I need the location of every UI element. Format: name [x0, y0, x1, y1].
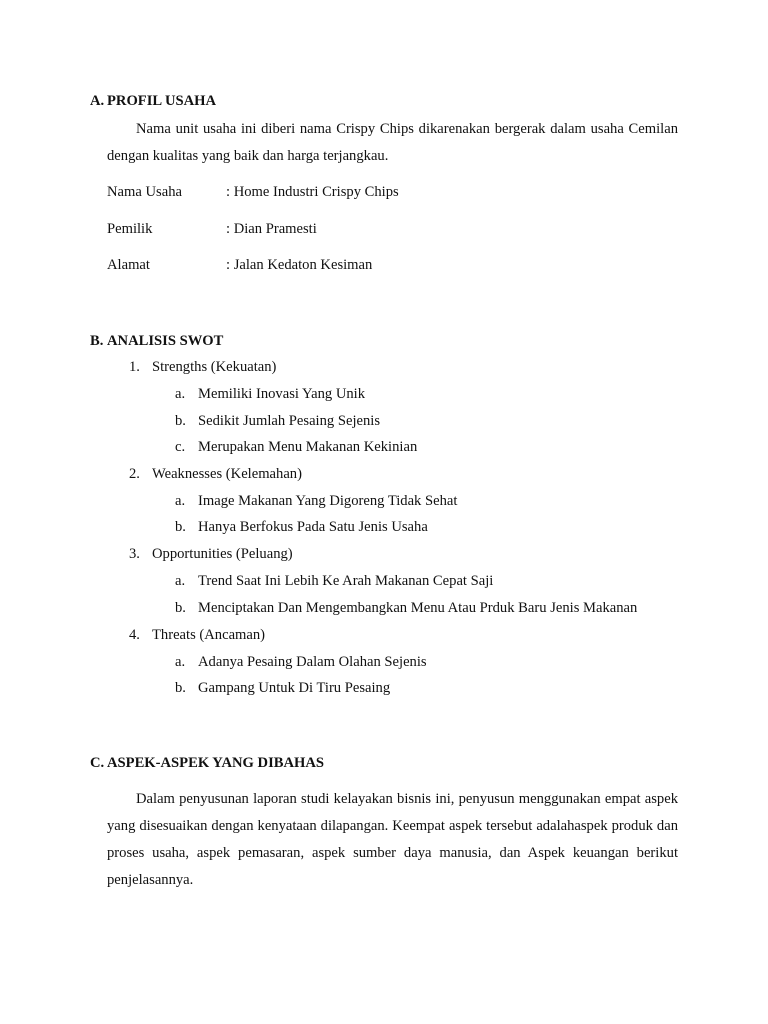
info-label: Alamat	[107, 257, 150, 273]
list-marker: b.	[175, 413, 186, 429]
section-b-title: ANALISIS SWOT	[107, 333, 224, 349]
list-item	[175, 680, 390, 697]
list-item-text: Opportunities (Peluang)	[152, 546, 293, 562]
list-marker: a.	[175, 654, 186, 670]
list-item-text: Memiliki Inovasi Yang Unik	[198, 386, 366, 402]
list-item-text: Strengths (Kekuatan)	[152, 359, 277, 375]
list-marker: c.	[175, 439, 186, 455]
section-c-heading	[90, 755, 324, 772]
swot-group-threats	[129, 627, 265, 644]
list-item	[175, 654, 427, 671]
info-label: Pemilik	[107, 221, 153, 237]
list-item	[175, 386, 365, 403]
list-marker: b.	[175, 680, 186, 696]
section-a-heading	[90, 93, 216, 110]
swot-group-weaknesses	[129, 466, 302, 483]
section-a-paragraph	[107, 116, 678, 170]
info-row-alamat	[107, 257, 372, 274]
info-value: : Jalan Kedaton Kesiman	[226, 257, 373, 273]
list-item	[175, 493, 457, 510]
section-c-title: ASPEK-ASPEK YANG DIBAHAS	[107, 755, 325, 771]
swot-group-opportunities	[129, 546, 293, 563]
list-marker: b.	[175, 600, 186, 616]
list-item	[175, 519, 428, 536]
swot-group-strengths	[129, 359, 276, 376]
info-label: Nama Usaha	[107, 184, 182, 200]
info-value: : Home Industri Crispy Chips	[226, 184, 399, 200]
info-value: : Dian Pramesti	[226, 221, 317, 237]
list-marker: 1.	[129, 359, 140, 375]
list-marker: a.	[175, 386, 186, 402]
list-item-text: Adanya Pesaing Dalam Olahan Sejenis	[198, 654, 427, 670]
list-item-text: Weaknesses (Kelemahan)	[152, 466, 302, 482]
info-row-nama-usaha	[107, 184, 399, 201]
section-c-paragraph-text: Dalam penyusunan laporan studi kelayakan bisnis ini, penyusun menggunakan empat aspek yang disesuaikan dengan kenyataan dilapangan. Keempat aspek tersebut adalahaspek produk dan proses usaha, aspek pemasaran, aspek sumber daya manusia, dan Aspek keuangan berikut penjelasannya.	[107, 791, 678, 888]
list-item-text: Gampang Untuk Di Tiru Pesaing	[198, 680, 391, 696]
list-marker: 3.	[129, 546, 140, 562]
section-a-paragraph-text: Nama unit usaha ini diberi nama Crispy Chips dikarenakan bergerak dalam usaha Cemilan dengan kualitas yang baik dan harga terjangkau.	[107, 121, 678, 164]
list-item	[175, 413, 380, 430]
section-b-letter: B.	[90, 333, 104, 349]
list-marker: 2.	[129, 466, 140, 482]
info-row-pemilik	[107, 221, 317, 238]
list-item-text: Merupakan Menu Makanan Kekinian	[198, 439, 418, 455]
section-c-paragraph	[107, 786, 678, 894]
list-item-text: Hanya Berfokus Pada Satu Jenis Usaha	[198, 519, 428, 535]
list-item-text: Trend Saat Ini Lebih Ke Arah Makanan Cepat Saji	[198, 573, 494, 589]
section-a-title: PROFIL USAHA	[107, 93, 217, 109]
section-b-heading	[90, 333, 223, 350]
list-item-text: Image Makanan Yang Digoreng Tidak Sehat	[198, 493, 458, 509]
list-item	[175, 439, 417, 456]
list-item-text: Threats (Ancaman)	[152, 627, 266, 643]
list-item-text: Sedikit Jumlah Pesaing Sejenis	[198, 413, 381, 429]
list-marker: a.	[175, 493, 186, 509]
list-item	[175, 573, 493, 590]
list-marker: 4.	[129, 627, 140, 643]
list-marker: a.	[175, 573, 186, 589]
section-c-letter: C.	[90, 755, 105, 771]
list-item-text: Menciptakan Dan Mengembangkan Menu Atau Prduk Baru Jenis Makanan	[198, 600, 638, 616]
list-item	[175, 600, 637, 617]
section-a-letter: A.	[90, 93, 105, 109]
list-marker: b.	[175, 519, 186, 535]
